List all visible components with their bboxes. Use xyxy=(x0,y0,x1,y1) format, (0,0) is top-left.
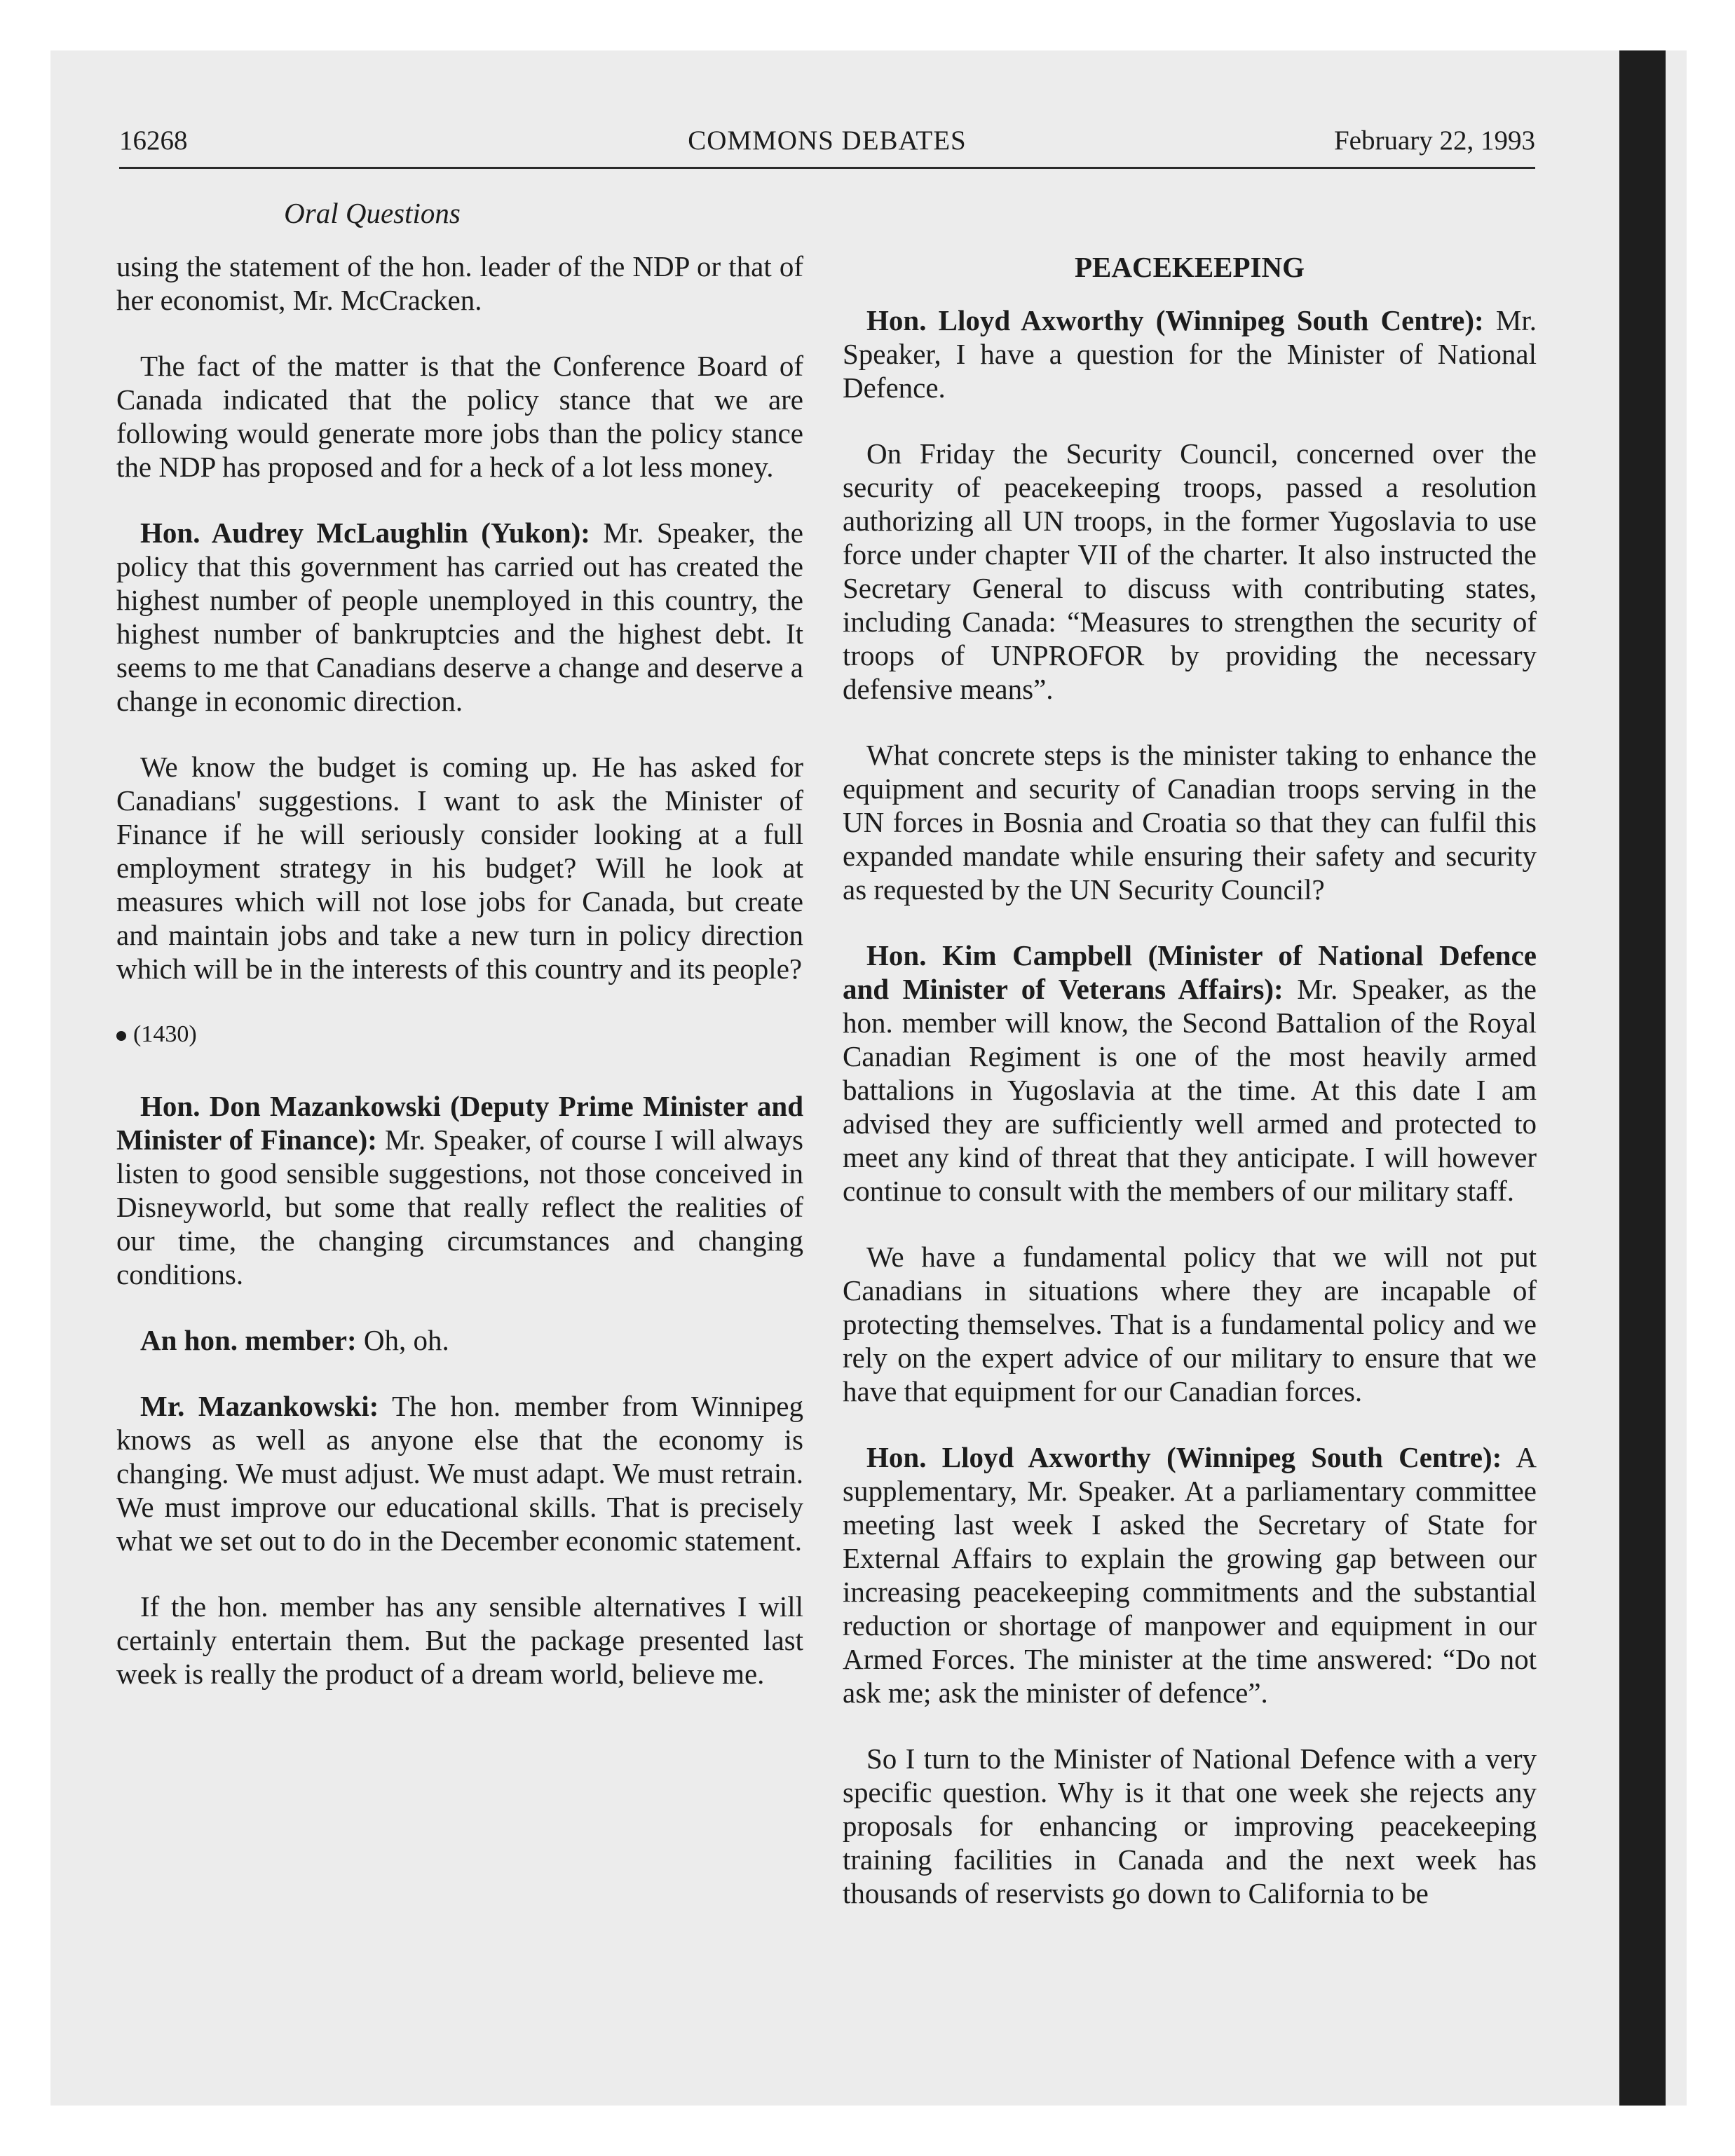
paragraph: The fact of the matter is that the Conference Board of Canada indicated that the policy stance that we are following would generate more jobs than the policy stance the NDP has proposed and for a heck of a lot less money. xyxy=(116,350,803,483)
speech-text: Mr. Speaker, I have a question for the Minister of National Defence. xyxy=(843,304,1537,404)
speech-paragraph xyxy=(116,1389,803,1557)
speech-paragraph xyxy=(116,1089,803,1291)
paragraph: If the hon. member has any sensible alternatives I will certainly entertain them. But the package presented last week is really the product of a dream world, believe me. xyxy=(116,1590,803,1690)
right-column xyxy=(843,250,1537,1942)
speech-paragraph xyxy=(843,1440,1537,1710)
section-title: Oral Questions xyxy=(284,197,461,229)
left-column xyxy=(116,196,803,1723)
speech-text: Mr. Speaker, the policy that this government has carried out has created the highest number of people unemployed in this country, the highest number of bankruptcies and the highest debt. It seems to me that Canadians deserve a change and deserve a change in economic direction. xyxy=(116,517,803,717)
speaker-name: Hon. Don Mazankowski (Deputy Prime Minister and Minister of Finance): xyxy=(116,1090,803,1156)
timestamp xyxy=(116,1018,803,1051)
speaker-name: Hon. Audrey McLaughlin (Yukon): xyxy=(140,517,590,549)
speech-text: A supplementary, Mr. Speaker. At a parliamentary committee meeting last week I asked the Secretary of State for External Affairs to explain the growing gap between our increasing peacekeeping commitments and the substantial reduction or shortage of manpower and equipment in our Armed Forces. The minister at the time answered: “Do not ask me; ask the minister of defence”. xyxy=(843,1441,1537,1709)
scan-edge-shadow xyxy=(1619,50,1666,2106)
speaker-name: Hon. Lloyd Axworthy (Winnipeg South Centre): xyxy=(866,304,1484,336)
speech-text: The hon. member from Winnipeg knows as well as anyone else that the economy is changing. We must adjust. We must adapt. We must retrain. We must improve our educational skills. That is precisely what we set out to do in the December economic statement. xyxy=(116,1390,804,1557)
speech-paragraph xyxy=(843,939,1537,1208)
paragraph: using the statement of the hon. leader of the NDP or that of her economist, Mr. McCracken. xyxy=(116,250,803,316)
speaker-name: Hon. Kim Campbell (Minister of National Defence and Minister of Veterans Affairs): xyxy=(843,939,1537,1005)
publication-title: COMMONS DEBATES xyxy=(688,125,967,156)
speaker-name: An hon. member: xyxy=(140,1324,357,1356)
speech-paragraph xyxy=(843,303,1537,404)
speech-paragraph xyxy=(116,516,803,718)
speech-text: Mr. Speaker, as the hon. member will know, the Second Battalion of the Royal Canadian Regiment is one of the most heavily armed battalions in Yugoslavia at the time. At this date I am advised they are sufficiently well armed and protected to meet any kind of threat that they anticipate. I will however continue to consult with the members of our military staff. xyxy=(843,973,1537,1207)
speaker-name: Mr. Mazankowski: xyxy=(140,1390,379,1422)
paragraph: So I turn to the Minister of National Defence with a very specific question. Why is it that one week she rejects any proposals for enhancing or improving peacekeeping training facilities in Canada and the next week has thousands of reservists go down to California to be xyxy=(843,1742,1537,1909)
speaker-name: Hon. Lloyd Axworthy (Winnipeg South Centre): xyxy=(866,1441,1502,1473)
paragraph: On Friday the Security Council, concerned over the security of peacekeeping troops, passed a resolution authorizing all UN troops, in the former Yugoslavia to use force under chapter VII of the charter. It also instructed the Secretary General to discuss with contributing states, including Canada: “Measures to strengthen the security of troops of UNPROFOR by providing the necessary defensive means”. xyxy=(843,437,1537,705)
speech-text: Oh, oh. xyxy=(356,1324,449,1356)
page-header xyxy=(119,125,1535,169)
paragraph: We know the budget is coming up. He has asked for Canadians' suggestions. I want to ask the Minister of Finance if he will seriously consider looking at a full employment strategy in his budget? Will he look at measures which will not lose jobs for Canada, but create and maintain jobs and take a new turn in policy direction which will be in the interests of this country and its people? xyxy=(116,751,803,985)
section-heading: PEACEKEEPING xyxy=(1074,251,1305,283)
page-number: 16268 xyxy=(119,125,188,156)
bullet-icon xyxy=(116,1031,126,1041)
speech-paragraph xyxy=(116,1323,803,1357)
speech-text: Mr. Speaker, of course I will always listen to good sensible suggestions, not those conceived in Disneyworld, but some that really reflect the realities of our time, the changing circumstances and changing conditions. xyxy=(116,1124,803,1290)
timestamp-text: (1430) xyxy=(133,1021,197,1047)
paragraph: What concrete steps is the minister taking to enhance the equipment and security of Canadian troops serving in the UN forces in Bosnia and Croatia so that they can fulfil this expanded mandate while ensuring their safety and security as requested by the UN Security Council? xyxy=(843,739,1537,906)
paragraph: We have a fundamental policy that we will not put Canadians in situations where they are incapable of protecting themselves. That is a fundamental policy and we rely on the expert advice of our military to ensure that we have that equipment for our Canadian forces. xyxy=(843,1241,1537,1407)
header-date: February 22, 1993 xyxy=(1333,125,1535,156)
